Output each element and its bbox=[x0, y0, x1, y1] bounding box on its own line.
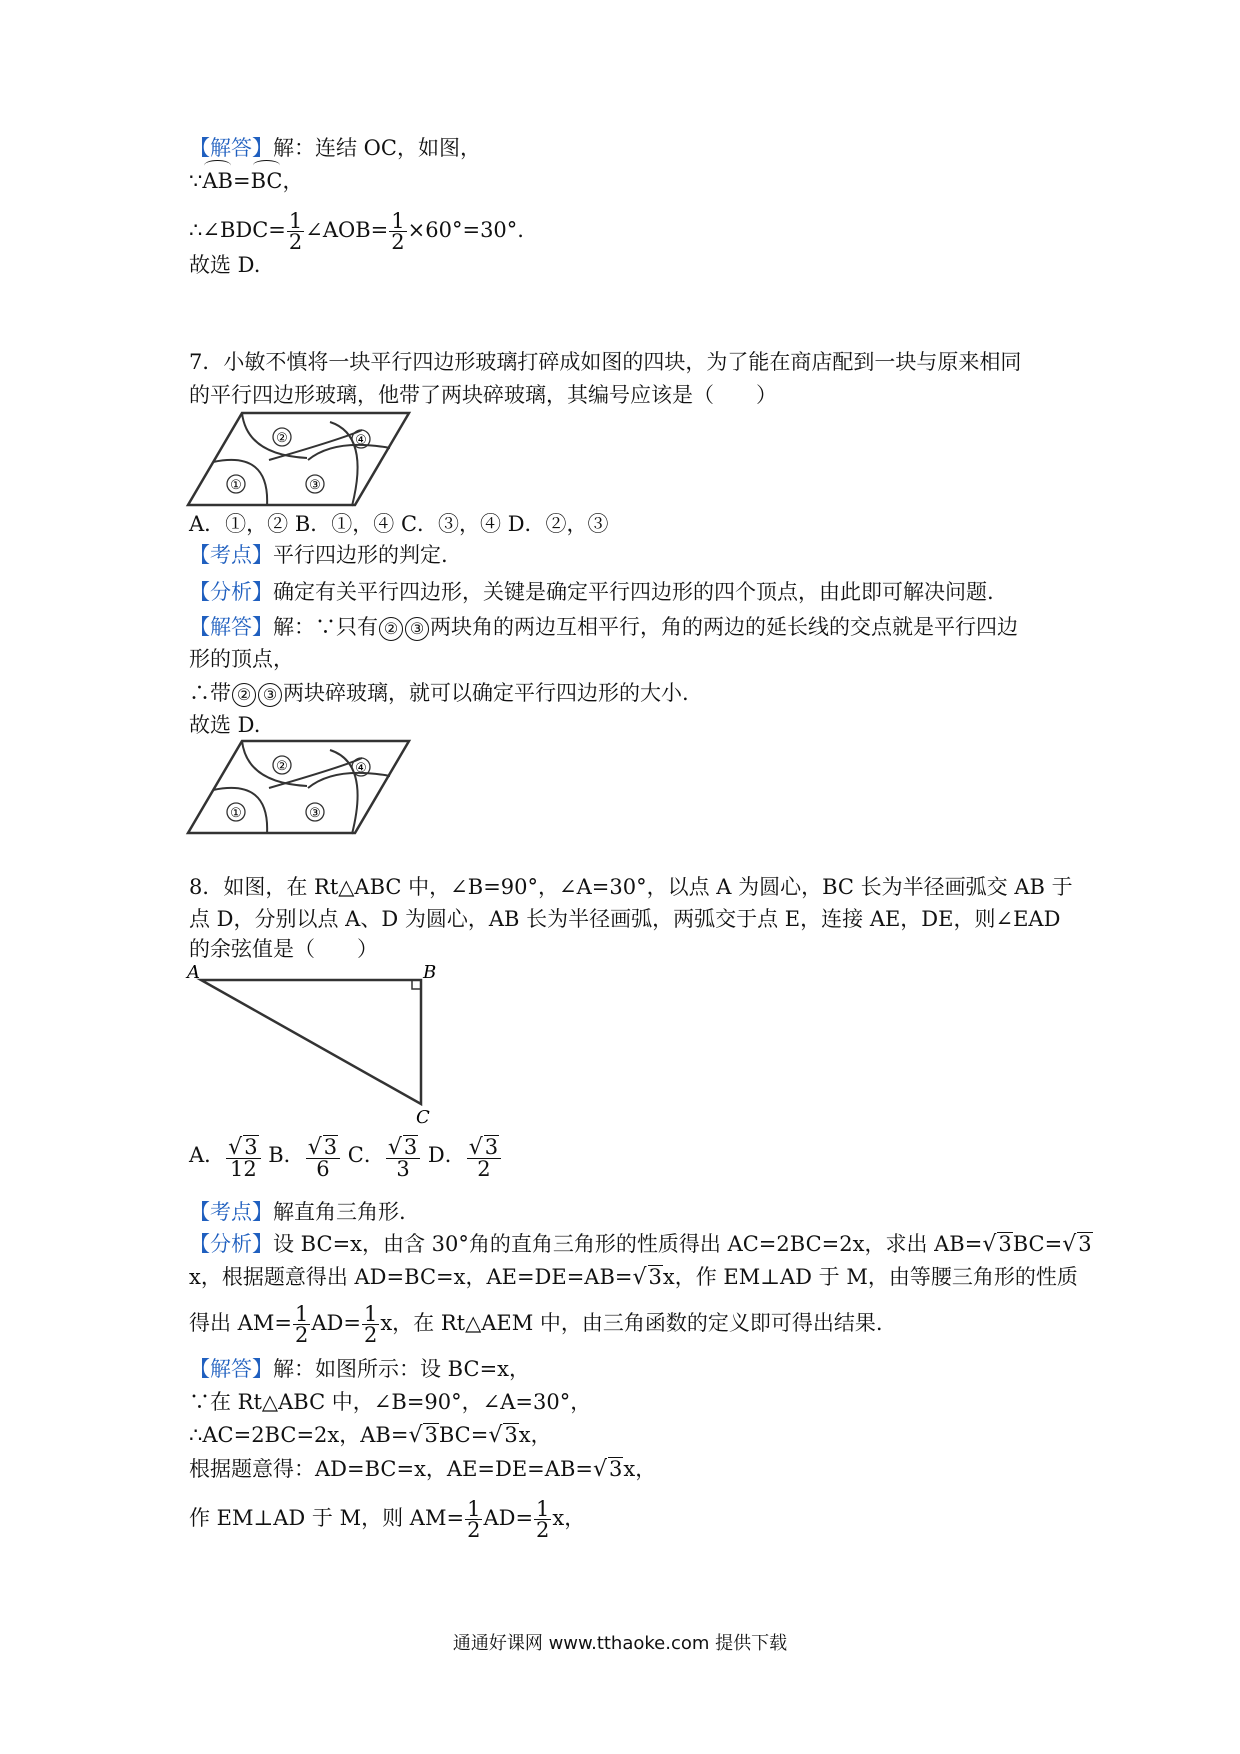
q7-options bbox=[189, 509, 609, 539]
piece-label-3 bbox=[306, 803, 324, 821]
option-a[interactable]: A．①，② bbox=[189, 512, 289, 536]
sol6-line3: ∴∠BDC= $\frac{1}{2}$ ∠AOB= $\frac{1}{2}$ ×60°=30°. bbox=[189, 209, 524, 254]
sol6-line4: 故选 D. bbox=[189, 253, 261, 277]
q8-options bbox=[189, 1127, 502, 1183]
q8-fenxi-line2: x，根据题意得出 AD=BC=x，AE=DE=AB=√3x，作 EM⊥AD 于 M，由等腰三角形的性质 bbox=[189, 1265, 1078, 1290]
svg-text:①: ① bbox=[230, 806, 242, 821]
q7-jieda-line1: 【解答】解：∵只有 ② ③ 两块角的两边互相平行，角的两边的延长线的交点就是平行四边 bbox=[189, 615, 1018, 639]
q7-stem-line1: 7．小敏不慎将一块平行四边形玻璃打碎成如图的四块，为了能在商店配到一块与原来相同 bbox=[189, 350, 1022, 374]
piece-label-4 bbox=[352, 758, 370, 776]
option-c[interactable]: C． $\frac{√3}{3}$ bbox=[341, 1143, 421, 1167]
right-triangle-figure bbox=[185, 962, 445, 1124]
q7-fenxi: 【分析】确定有关平行四边形，关键是确定平行四边形的四个顶点，由此即可解决问题. bbox=[189, 580, 994, 604]
fraction-half: $\frac{1}{2}$ bbox=[288, 209, 303, 254]
page-footer: 通通好课网 www.tthaoke.com 提供下载 bbox=[452, 1633, 788, 1654]
q8-jieda-line2: ∵在 Rt△ABC 中，∠B=90°，∠A=30°， bbox=[189, 1390, 592, 1414]
q8-kaodian: 【考点】解直角三角形. bbox=[189, 1200, 406, 1224]
q8-stem-line2: 点 D，分别以点 A、D 为圆心，AB 长为半径画弧，两弧交于点 E，连接 AE，DE，则∠EAD bbox=[189, 907, 1061, 931]
svg-text:③: ③ bbox=[309, 806, 321, 821]
q8-fenxi-line3: 得出 AM= $\frac{1}{2}$ AD= $\frac{1}{2}$ x，在 Rt△AEM 中，由三角函数的定义即可得出结果. bbox=[189, 1302, 883, 1347]
q8-jieda-line4: 根据题意得：AD=BC=x，AE=DE=AB=√3x， bbox=[189, 1457, 657, 1482]
piece-label-1 bbox=[227, 475, 245, 493]
sol6-line1: 【解答】解：连结 OC，如图， bbox=[189, 136, 481, 160]
q8-stem-line1: 8．如图，在 Rt△ABC 中，∠B=90°，∠A=30°，以点 A 为圆心，BC 长为半径画弧交 AB 于 bbox=[189, 875, 1073, 899]
svg-text:②: ② bbox=[276, 431, 288, 446]
q7-stem-line2: 的平行四边形玻璃，他带了两块碎玻璃，其编号应该是（ ） bbox=[189, 383, 777, 407]
vertex-a-label: A bbox=[187, 962, 200, 983]
sol6-line2: ∵AB=BC， bbox=[189, 166, 303, 196]
vertex-b-label: B bbox=[423, 962, 437, 983]
piece-label-2 bbox=[273, 756, 291, 774]
option-c[interactable]: C．③，④ bbox=[394, 512, 502, 536]
option-b[interactable]: B． $\frac{√3}{6}$ bbox=[262, 1143, 342, 1167]
answer-tag: 【解答】 bbox=[189, 136, 273, 160]
svg-text:②: ② bbox=[276, 759, 288, 774]
q7-kaodian: 【考点】平行四边形的判定. bbox=[189, 543, 448, 567]
parallelogram-figure bbox=[185, 410, 415, 510]
piece-label-4 bbox=[352, 430, 370, 448]
q8-jieda-line5: 作 EM⊥AD 于 M，则 AM= $\frac{1}{2}$ AD= $\frac{1}{2}$ x， bbox=[189, 1497, 586, 1542]
vertex-c-label: C bbox=[416, 1107, 430, 1124]
arc-ab: AB bbox=[202, 166, 233, 196]
arc-bc: BC bbox=[251, 166, 283, 196]
q8-jieda-line3: ∴AC=2BC=2x，AB=√3BC=√3x， bbox=[189, 1423, 552, 1448]
svg-text:③: ③ bbox=[309, 478, 321, 493]
q7-jieda-line3: ∴带 ② ③ 两块碎玻璃，就可以确定平行四边形的大小. bbox=[189, 681, 689, 705]
option-a[interactable]: A． $\frac{√3}{12}$ bbox=[189, 1143, 262, 1167]
option-b[interactable]: B．①，④ bbox=[288, 512, 395, 536]
fraction-half: $\frac{1}{2}$ bbox=[391, 209, 405, 254]
svg-text:④: ④ bbox=[355, 761, 367, 776]
svg-text:④: ④ bbox=[355, 433, 367, 448]
piece-label-3 bbox=[306, 475, 324, 493]
piece-label-1 bbox=[227, 803, 245, 821]
svg-text:①: ① bbox=[230, 478, 242, 493]
q7-jieda-line4: 故选 D. bbox=[189, 713, 261, 737]
option-d[interactable]: D． $\frac{√3}{2}$ bbox=[421, 1143, 502, 1167]
piece-label-2 bbox=[273, 428, 291, 446]
q8-jieda-line1: 【解答】解：如图所示：设 BC=x， bbox=[189, 1357, 531, 1381]
parallelogram-figure-answer bbox=[185, 738, 415, 838]
option-d[interactable]: D．②，③ bbox=[501, 512, 609, 536]
q8-stem-line3: 的余弦值是（ ） bbox=[189, 937, 378, 961]
q7-jieda-line2: 形的顶点， bbox=[189, 647, 294, 671]
q8-fenxi-line1: 【分析】设 BC=x，由含 30°角的直角三角形的性质得出 AC=2BC=2x，求出 AB=√3BC=√3 bbox=[189, 1232, 1092, 1257]
